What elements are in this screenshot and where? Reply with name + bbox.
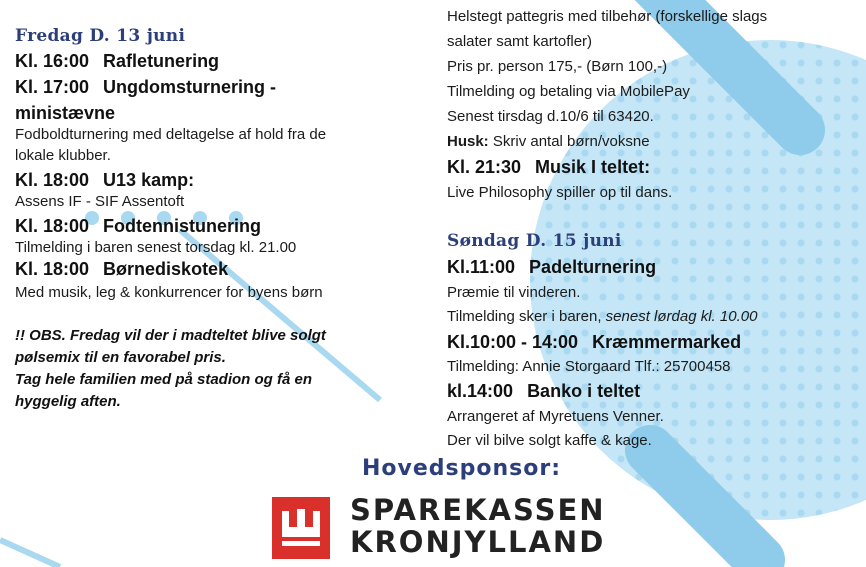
- event-title: Kræmmermarked: [592, 332, 742, 352]
- crown-icon: [272, 497, 330, 559]
- event-title: Ungdomsturnering -: [103, 77, 277, 97]
- event-banko: [447, 380, 862, 402]
- event-time: Kl.10:00 - 14:00: [447, 332, 579, 352]
- obs-line: !! OBS. Fredag vil der i madteltet blive solgt: [15, 327, 326, 344]
- event-diskotek: [15, 258, 435, 280]
- event-time: Kl. 17:00: [15, 77, 90, 97]
- saturday-sunday-column: [447, 0, 862, 453]
- event-music: [447, 156, 862, 178]
- event-rafle: [15, 50, 435, 72]
- obs-line: Tag hele familien med på stadion og få en: [15, 371, 312, 388]
- event-kraemmer: [447, 331, 862, 353]
- event-line: Assens IF - SIF Assentoft: [15, 193, 185, 210]
- event-title: Børnediskotek: [103, 259, 229, 279]
- event-line: Tilmelding: Annie Storgaard Tlf.: 25700458: [447, 358, 731, 375]
- event-time: Kl. 18:00: [15, 259, 90, 279]
- sponsor-logo-text: [350, 494, 606, 558]
- event-padel: [447, 256, 862, 278]
- event-title: Rafletunering: [103, 51, 220, 71]
- event-time: Kl. 21:30: [447, 157, 522, 177]
- day-title-sunday: Søndag D. 15 juni: [447, 231, 622, 251]
- event-line: [447, 305, 862, 329]
- menu-line: Helstegt pattegris med tilbehør (forskellige slags: [447, 8, 768, 25]
- event-title: Musik I teltet:: [535, 157, 651, 177]
- friday-column: [15, 26, 435, 413]
- event-line: lokale klubber.: [15, 147, 111, 164]
- event-u13: [15, 169, 435, 191]
- event-title: Banko i teltet: [527, 381, 641, 401]
- line-plain: Tilmelding sker i baren,: [447, 308, 606, 325]
- event-line: Fodboldturnering med deltagelse af hold fra de: [15, 126, 327, 143]
- husk-label: Husk:: [447, 133, 489, 150]
- event-line: Præmie til vinderen.: [447, 284, 581, 301]
- event-time: Kl. 16:00: [15, 51, 90, 71]
- signup-line: Tilmelding og betaling via MobilePay: [447, 83, 690, 100]
- logo-line-1: SPAREKASSEN: [350, 493, 606, 527]
- deadline-line: Senest tirsdag d.10/6 til 63420.: [447, 108, 654, 125]
- obs-line: hyggelig aften.: [15, 393, 121, 410]
- event-title: Fodtennistunering: [103, 216, 262, 236]
- obs-line: pølsemix til en favorabel pris.: [15, 349, 226, 366]
- husk-text: Skriv antal børn/voksne: [488, 133, 650, 150]
- event-time: Kl. 18:00: [15, 216, 90, 236]
- event-line: Arrangeret af Myretuens Venner.: [447, 408, 664, 425]
- husk-line: [447, 129, 862, 154]
- obs-note: [15, 325, 435, 413]
- day-title-friday: Fredag D. 13 juni: [15, 26, 186, 46]
- event-time: kl.14:00: [447, 381, 514, 401]
- logo-line-2: KRONJYLLAND: [350, 525, 606, 559]
- event-fodtennis: [15, 215, 435, 237]
- event-line: Tilmelding i baren senest torsdag kl. 21.00: [15, 239, 297, 256]
- event-title-cont: ministævne: [15, 103, 116, 123]
- event-line: Der vil bilve solgt kaffe & kage.: [447, 432, 652, 449]
- event-title: Padelturnering: [529, 257, 657, 277]
- sponsor-logo: [272, 497, 330, 559]
- line-italic: senest lørdag kl. 10.00: [605, 308, 758, 325]
- event-line: Med musik, leg & konkurrencer for byens børn: [15, 284, 323, 301]
- price-line: Pris pr. person 175,- (Børn 100,-): [447, 58, 668, 75]
- sponsor-title: Hovedsponsor:: [362, 456, 562, 481]
- event-line: Live Philosophy spiller op til dans.: [447, 184, 673, 201]
- event-time: Kl. 18:00: [15, 170, 90, 190]
- event-title: U13 kamp:: [103, 170, 195, 190]
- menu-line: salater samt kartofler): [447, 33, 593, 50]
- event-time: Kl.11:00: [447, 257, 516, 277]
- event-ungdom: [15, 76, 435, 98]
